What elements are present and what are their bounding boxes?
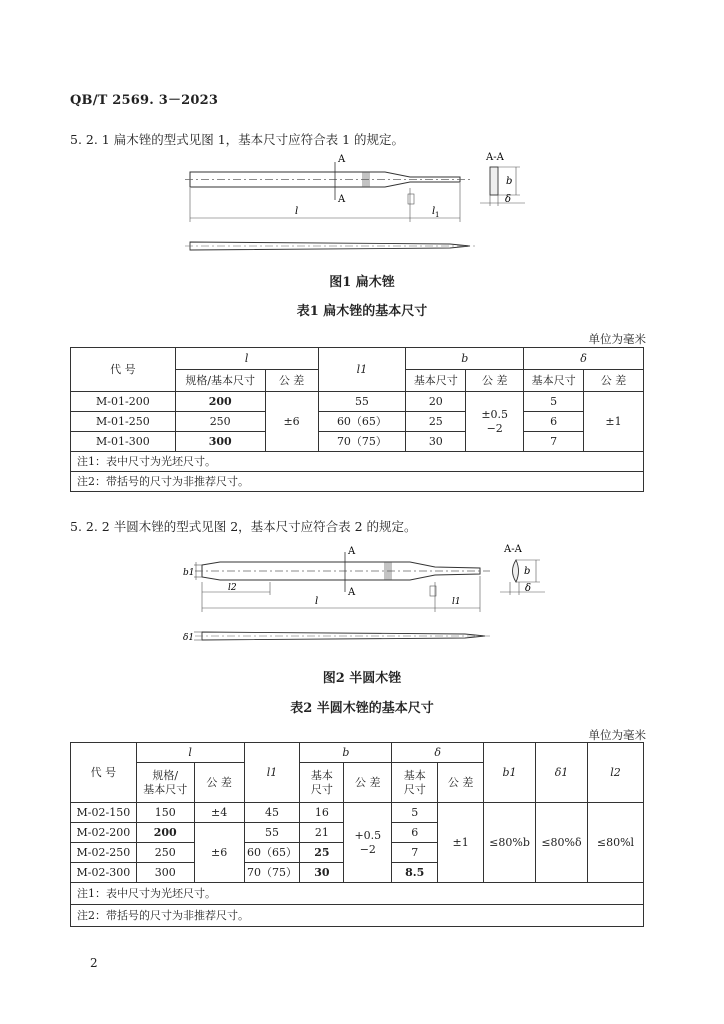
fig1-dim-l: l: [295, 206, 299, 217]
table-row: M-02-150 150 ±4 45 16 +0.5 −2 5 ±1 ≤80%b ≤80%δ ≤80%l: [71, 803, 644, 823]
table-row: M-01-300 300 70（75） 30 7: [71, 432, 644, 452]
t2-h-l2: l2: [587, 743, 643, 803]
t1-note-2: 注2：带括号的尺寸为非推荐尺寸。: [71, 472, 644, 492]
table-1-unit: 单位为毫米: [588, 332, 646, 346]
t1-h-code: 代 号: [71, 348, 176, 392]
fig2-dim-l: l: [315, 596, 319, 607]
t2-b1-val: ≤80%b: [484, 803, 536, 883]
t2-h-l: l: [136, 743, 244, 763]
t1-h-l: l: [175, 348, 318, 370]
fig1-dim-l1-sub: 1: [435, 211, 440, 219]
t2-h-delta-tol: 公 差: [438, 763, 484, 803]
t2-l2-val: ≤80%l: [587, 803, 643, 883]
page-number: 2: [90, 956, 98, 970]
table-row: M-02-200 200 ±6 55 21 6: [71, 823, 644, 843]
fig1-section-mark-top: A: [338, 154, 346, 165]
t2-h-code: 代 号: [71, 743, 137, 803]
t1-l-tol: ±6: [265, 392, 318, 452]
table-1-caption: 表1 扁木锉的基本尺寸: [296, 304, 428, 319]
fig2-section-label: A-A: [504, 544, 522, 555]
t1-h-delta-basic: 基本尺寸: [524, 370, 584, 392]
fig1-dim-l1: l: [432, 206, 436, 217]
t1-h-b-tol: 公 差: [466, 370, 524, 392]
t2-h-delta1: δ1: [536, 743, 588, 803]
table-2-unit: 单位为毫米: [588, 728, 646, 742]
fig2-section-mark-bottom: A: [348, 587, 356, 598]
fig1-section-mark-bottom: A: [338, 194, 346, 205]
t1-delta-tol: ±1: [584, 392, 644, 452]
table-2-caption: 表2 半圆木锉的基本尺寸: [290, 701, 434, 716]
table-2: [70, 742, 644, 927]
t2-h-l-tol: 公 差: [194, 763, 244, 803]
t2-h-delta-basic: 基本 尺寸: [392, 763, 438, 803]
standard-code: QB/T 2569. 3－2023: [70, 93, 219, 108]
t1-h-spec: 规格/基本尺寸: [175, 370, 265, 392]
t1-h-delta-tol: 公 差: [584, 370, 644, 392]
fig1-section-label: A-A: [486, 152, 504, 163]
table-row: M-02-250 250 60（65） 25 7: [71, 843, 644, 863]
t2-delta-tol: ±1: [438, 803, 484, 883]
table-row: M-01-200 200 ±6 55 20 ±0.5 −2 5 ±1: [71, 392, 644, 412]
t2-delta1-val: ≤80%δ: [536, 803, 588, 883]
fig1-dim-b: b: [506, 176, 513, 187]
table-row: M-02-300 300 70（75） 30 8.5: [71, 863, 644, 883]
clause-5-2-2: 5. 2. 2 半圆木锉的型式见图 2，基本尺寸应符合表 2 的规定。: [70, 519, 417, 534]
t2-h-b-tol: 公 差: [344, 763, 392, 803]
t2-h-spec: 规格/ 基本尺寸: [136, 763, 194, 803]
t2-l-tol-150: ±4: [194, 803, 244, 823]
figure-1-drawing: [180, 150, 540, 260]
t2-h-l1: l1: [244, 743, 300, 803]
t1-b-tol: ±0.5 −2: [466, 392, 524, 452]
fig2-dim-b: b: [524, 566, 531, 577]
fig2-dim-b1: b1: [183, 568, 195, 578]
fig2-dim-l2: l2: [228, 583, 237, 593]
t2-note-1: 注1：表中尺寸为光坯尺寸。: [71, 883, 644, 905]
t1-h-b: b: [406, 348, 524, 370]
fig2-dim-delta1: δ1: [183, 633, 195, 643]
fig2-section-mark-top: A: [348, 546, 356, 557]
figure-2-drawing: [180, 540, 550, 650]
t2-h-b: b: [300, 743, 392, 763]
t2-h-delta: δ: [392, 743, 484, 763]
fig2-dim-l1: l1: [452, 597, 461, 607]
figure-2-caption: 图2 半圆木锉: [322, 671, 402, 686]
clause-5-2-1: 5. 2. 1 扁木锉的型式见图 1，基本尺寸应符合表 1 的规定。: [70, 132, 405, 147]
t2-h-b1: b1: [484, 743, 536, 803]
t1-h-b-basic: 基本尺寸: [406, 370, 466, 392]
t2-note-2: 注2：带括号的尺寸为非推荐尺寸。: [71, 905, 644, 927]
t1-h-l-tol: 公 差: [265, 370, 318, 392]
t1-h-delta: δ: [524, 348, 644, 370]
t1-h-l1: l1: [318, 348, 406, 392]
fig2-dim-delta: δ: [525, 583, 532, 594]
table-row: M-01-250 250 60（65） 25 6: [71, 412, 644, 432]
table-1: [70, 347, 644, 492]
t2-l-tol-rest: ±6: [194, 823, 244, 883]
t1-note-1: 注1：表中尺寸为光坯尺寸。: [71, 452, 644, 472]
t2-b-tol: +0.5 −2: [344, 803, 392, 883]
fig1-dim-delta: δ: [505, 194, 512, 205]
figure-1-caption: 图1 扁木锉: [329, 275, 395, 290]
t2-h-b-basic: 基本 尺寸: [300, 763, 344, 803]
